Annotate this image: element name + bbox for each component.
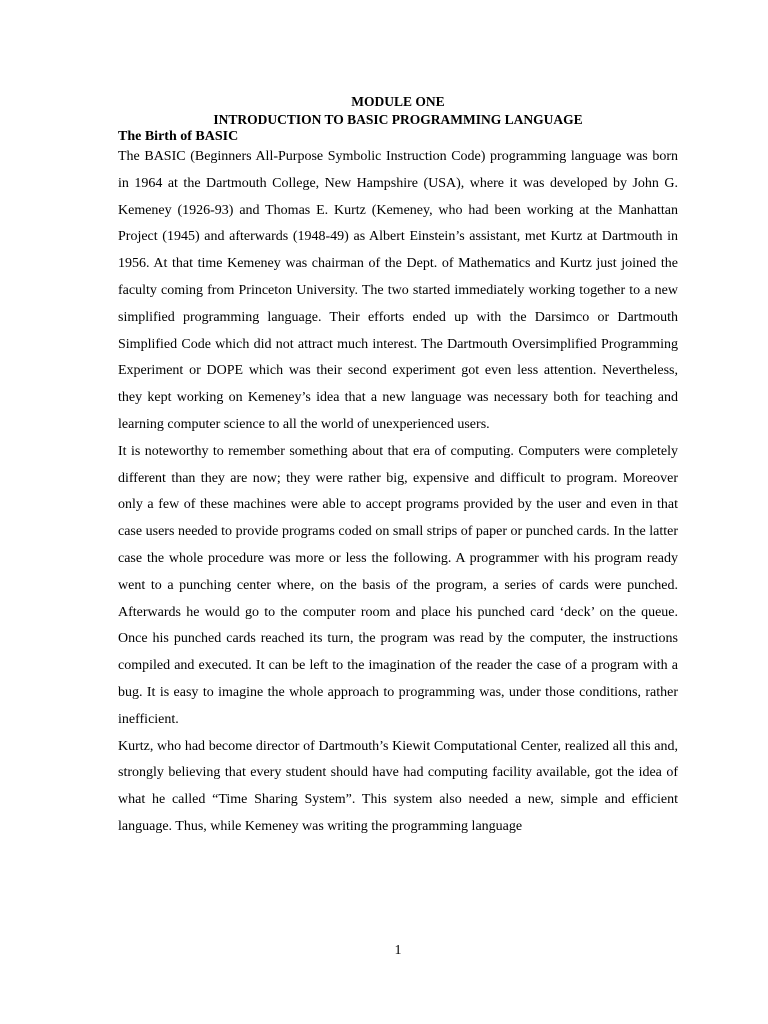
page-number: 1 (394, 943, 402, 958)
module-title: MODULE ONE (351, 94, 445, 109)
paragraph-1: The BASIC (Beginners All-Purpose Symbolic Instruction Code) programming language was born in 1964 at the Dartmouth College, New Hampshire (USA), where it was developed by John G. Kemeney (1926-93) and Thomas E. Kurtz (Kemeney, who had been working at the Manhattan Project (1945) and afterwards (1948-49) as Albert Einstein’s assistant, met Kurtz at Dartmouth in 1956. At that time Kemeney was chairman of the Dept. of Mathematics and Kurtz just joined the faculty coming from Princeton University. The two started immediately working together to a new simplified programming language. Their efforts ended up with the Darsimco or Dartmouth Simplified Code which did not attract much interest. The Dartmouth Oversimplified Programming Experiment or DOPE which was their second experiment got even less attention. Nevertheless, they kept working on Kemeney’s idea that a new language was necessary both for teaching and learning computer science to all the world of unexperienced users. (118, 149, 678, 432)
section-heading: The Birth of BASIC (118, 129, 239, 144)
paragraph-3: Kurtz, who had become director of Dartmouth’s Kiewit Computational Center, realized all this and, strongly believing that every student should have had computing facility available, got the idea of what he called “Time Sharing System”. This system also needed a new, simple and efficient language. Thus, while Kemeney was writing the programming language (118, 738, 678, 834)
paragraph-2: It is noteworthy to remember something about that era of computing. Computers were completely different than they are now; they were rather big, expensive and difficult to program. Moreover only a few of these machines were able to accept programs provided by the user and even in that case users needed to provide programs coded on small strips of paper or punched cards. In the latter case the whole procedure was more or less the following. A programmer with his program ready went to a punching center where, on the basis of the program, a series of cards were punched. Afterwards he would go to the computer room and place his punched card ‘deck’ on the queue. Once his punched cards reached its turn, the program was read by the computer, the instructions compiled and executed. It can be left to the imagination of the reader the case of a program with a bug. It is easy to imagine the whole approach to programming was, under those conditions, rather inefficient. (118, 443, 678, 727)
chapter-title: INTRODUCTION TO BASIC PROGRAMMING LANGUAGE (213, 112, 583, 127)
body-text (118, 144, 678, 841)
